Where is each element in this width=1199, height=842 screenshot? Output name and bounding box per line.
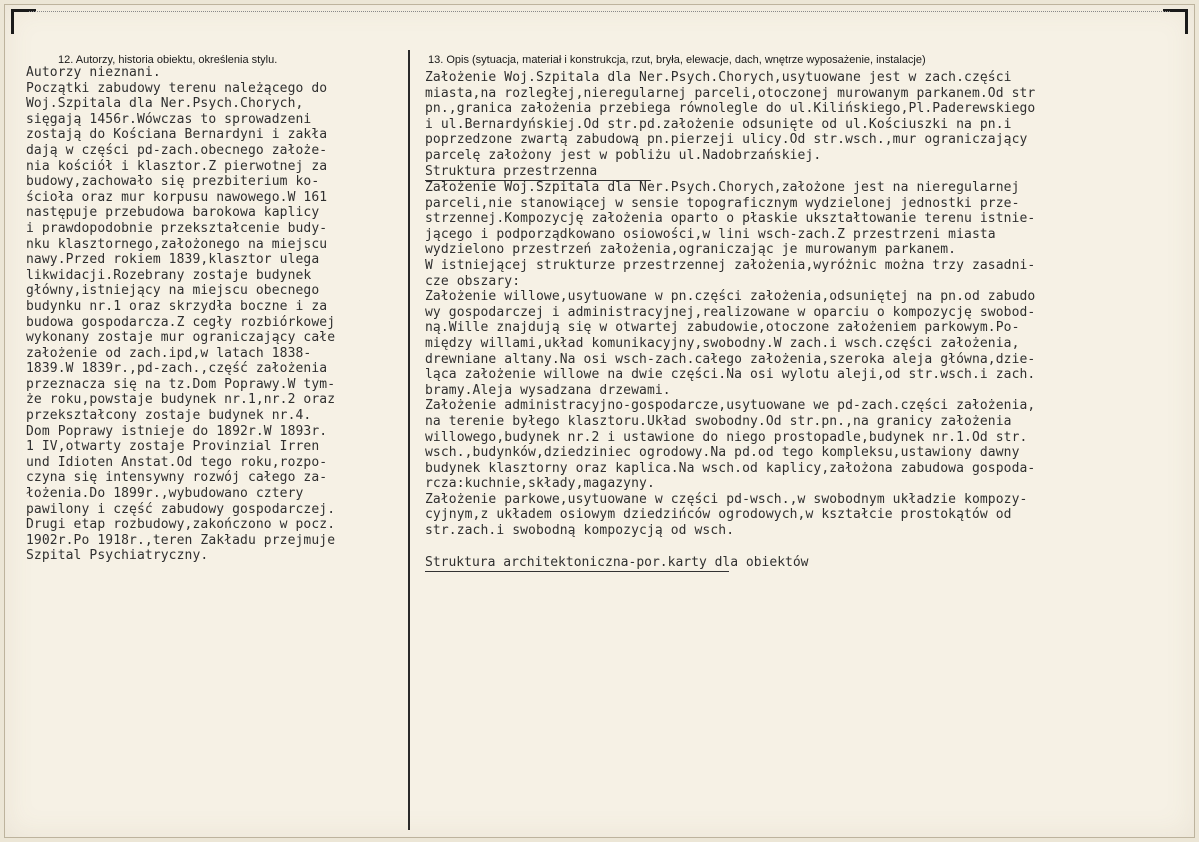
authors-history-text: Autorzy nieznani. Początki zabudowy terenu należącego do Woj.Szpitala dla Ner.Psych.Chorych, sięgają 1456r.Wówczas to sprowadzeni zostają do Kościana Bernardyni i zakła dają w części pd-zach.obecnego założe- nia kościół i klasztor.Z pierwotnej za budowy,zachowało się prezbiterium ko- ścioła oraz mur korpusu nawowego.W 161 następuje przebudowa barokowa kaplicy i prawdopodobnie przekształcenie budy- nku klasztornego,założonego na miejscu nawy.Przed rokiem 1839,klasztor ulega likwidacji.Rozebrany zostaje budynek główny,istniejący na miejscu obecnego budynku nr.1 oraz skrzydła boczne i za budowa gospodarcza.Z cegły rozbiórkowej wykonany zostaje mur ograniczający całe założenie od zach.ipd,w latach 1838- 1839.W 1839r.,pd-zach.,część założenia przeznacza się na tz.Dom Poprawy.W tym- że roku,powstaje budynek nr.1,nr.2 oraz przekształcony zostaje budynek nr.4. Dom Poprawy istnieje do 1892r.W 1893r. 1 IV,otwarty zostaje Provinzial Irren und Idioten Anstat.Od tego roku,rozpo- czyna się intensywny rozwój całego za- łożenia.Do 1899r.,wybudowano cztery pawilony i część zabudowy gospodarczej. Drugi etap rozbudowy,zakończono w pocz. 1902r.Po 1918r.,teren Zakładu przejmuje Szpital Psychiatryczny. bbox=[26, 65, 336, 564]
spatial-structure-text: Założenie Woj.Szpitala dla Ner.Psych.Chorych,założone jest na nieregularnej parceli,nie stanowiącej w sensie topograficznym wydzielonej jednostki prze- strzennej.Kompozycję założenia oparto o płaskie ukształtowanie terenu istnie- jącego i podporządkowano osiowości,w lini wsch-zach.Z przestrzeni miasta wydzielono przestrzeń założenia,ograniczając je murowanym parkanem. W istniejącej strukturze przestrzennej założenia,wyróżnic można trzy zasadni- cze obszary: Założenie willowe,usytuowane w pn.części założenia,odsuniętej na pn.od zabudo wy gospodarczej i administracyjnej,realizowane w oparciu o kompozycję swobod- ną.Wille znajdują się w otwartej zabudowie,otoczone założeniem parkowym.Po- między willami,układ komunikacyjny,swobodny.W zach.i wsch.części założenia, drewniane altany.Na osi wsch-zach.całego założenia,szeroka aleja główna,dzie- ląca założenie willowe na dwie części.Na osi wylotu aleji,od str.wsch.i zach. bramy.Aleja wysadzana drzewami. Założenie administracyjno-gospodarcze,usytuowane we pd-zach.części założenia, na terenie byłego klasztoru.Układ swobodny.Od str.pn.,na granicy założenia willowego,budynek nr.2 i ustawione do niego prostopadle,budynek nr.1.Od str. wsch.,budynków,dziedziniec ogrodowy.Na pd.od tego kompleksu,ustawiony dawny budynek klasztorny oraz kaplica.Na wsch.od kaplicy,założona zabudowa gospoda- rcza:kuchnie,składy,magazyny. Założenie parkowe,usytuowane w części pd-wsch.,w swobodnym układzie kompozy- cyjnym,z układem osiowym dziedzińców ogrodowych,w kształcie prostokątów od str.zach.i swobodną kompozycją od wsch. bbox=[425, 180, 1036, 539]
site-description-text: Założenie Woj.Szpitala dla Ner.Psych.Chorych,usytuowane jest w zach.części miasta,na rozległej,nieregularnej parceli,otoczonej murowanym parkanem.Od str pn.,granica założenia przebiega równolegle do ul.Kilińskiego,Pl.Paderewskiego i ul.Bernardyńskiej.Od str.pd.założenie odsunięte od ul.Kościuszki na pn.i poprzedzone zwartą zabudową pn.pierzeji ulicy.Od str.wsch.,mur ograniczający parcelę założony jest w pobliżu ul.Nadobrzańskiej. bbox=[425, 70, 1036, 163]
corner-mark-right bbox=[1163, 9, 1188, 34]
section-title-architectural bbox=[425, 555, 809, 570]
top-rule bbox=[29, 11, 1170, 12]
section-title-spatial: Struktura przestrzenna bbox=[425, 164, 598, 179]
section-rule-architectural bbox=[425, 571, 729, 572]
section-title-architectural-label: Struktura architektoniczna bbox=[425, 555, 629, 570]
corner-mark-left bbox=[11, 9, 36, 34]
column-divider bbox=[408, 50, 410, 830]
section-title-architectural-tail: -por.karty dla obiektów bbox=[628, 555, 809, 570]
heading-description: 13. Opis (sytuacja, materiał i konstrukcja, rzut, bryła, elewacje, dach, wnętrze wyposażenie, instalacje) bbox=[428, 54, 926, 66]
heading-authors-history: 12. Autorzy, historia obiektu, określenia stylu. bbox=[58, 54, 278, 66]
